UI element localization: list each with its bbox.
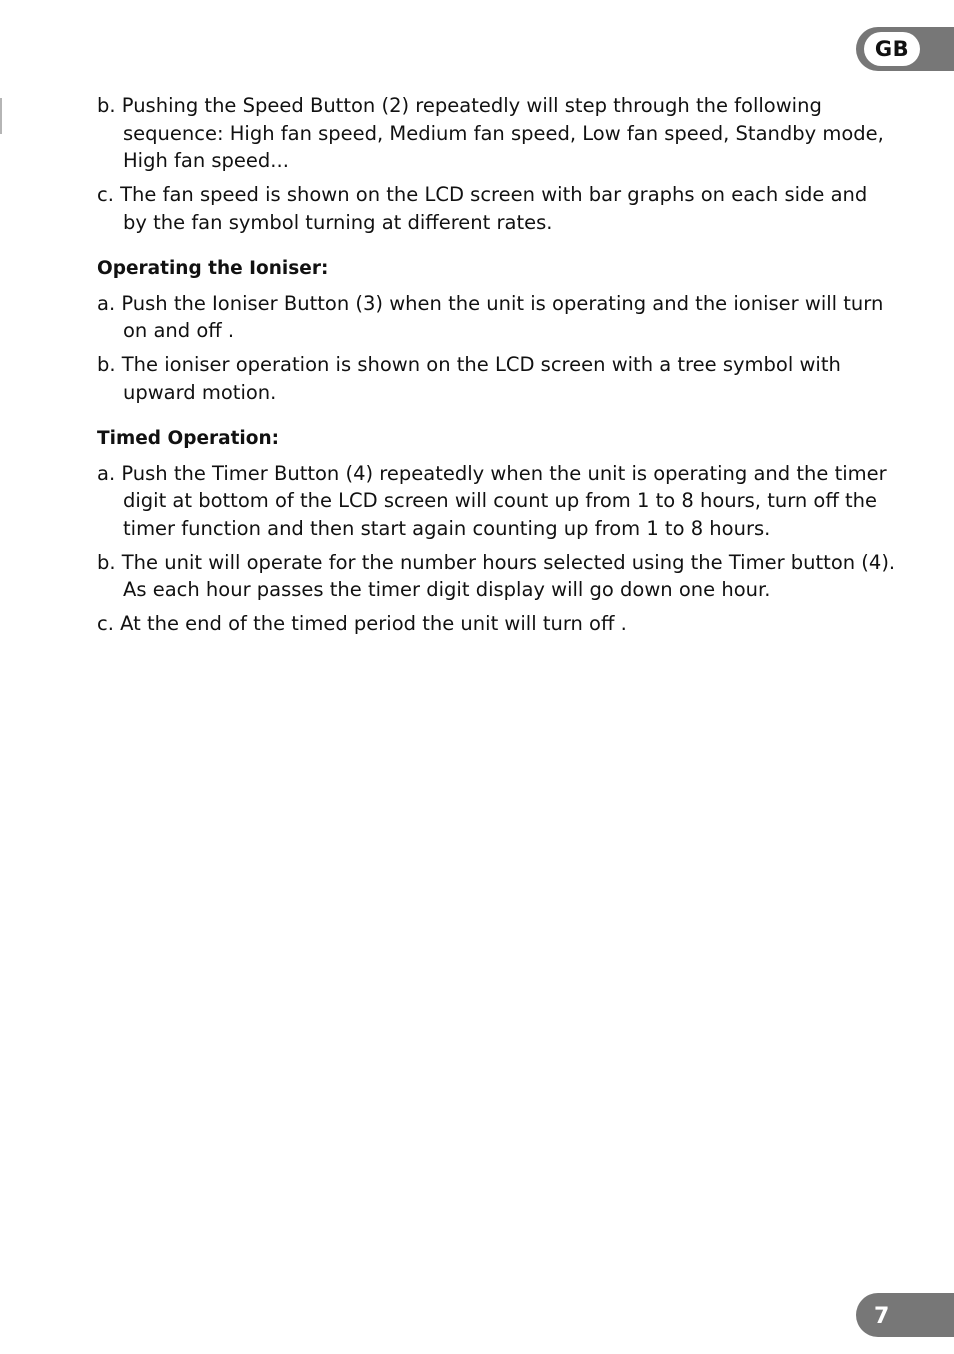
margin-mark bbox=[0, 98, 2, 134]
timer-step-c: c. At the end of the timed period the unit will turn off . bbox=[97, 612, 627, 635]
ioniser-heading: Operating the Ioniser: bbox=[97, 258, 329, 279]
ioniser-step-a: a. Push the Ioniser Button (3) when the unit is operating and the ioniser will turn on and off . bbox=[97, 291, 884, 342]
language-tab bbox=[856, 27, 954, 71]
timer-step-a: a. Push the Timer Button (4) repeatedly when the unit is operating and the timer digit at bottom of the LCD screen will count up from 1 to 8 hours, turn off the timer function and then start again counting up from 1 to 8 hours. bbox=[97, 461, 887, 540]
fan-speed-display-step: c. The fan speed is shown on the LCD screen with bar graphs on each side and by the fan symbol turning at different rates. bbox=[97, 183, 868, 234]
page-number: 7 bbox=[874, 1304, 890, 1329]
manual-content bbox=[97, 92, 897, 644]
page-number-tab bbox=[856, 1293, 954, 1337]
language-label: GB bbox=[864, 32, 920, 66]
timer-step-b: b. The unit will operate for the number hours selected using the Timer button (4). As each hour passes the timer digit display will go down one hour. bbox=[97, 550, 896, 601]
timed-operation-heading: Timed Operation: bbox=[97, 428, 280, 449]
speed-button-step: b. Pushing the Speed Button (2) repeatedly will step through the following sequence: High fan speed, Medium fan speed, Low fan speed, Standby mode, High fan speed... bbox=[97, 94, 884, 172]
ioniser-step-b: b. The ioniser operation is shown on the LCD screen with a tree symbol with upward motion. bbox=[97, 353, 841, 404]
